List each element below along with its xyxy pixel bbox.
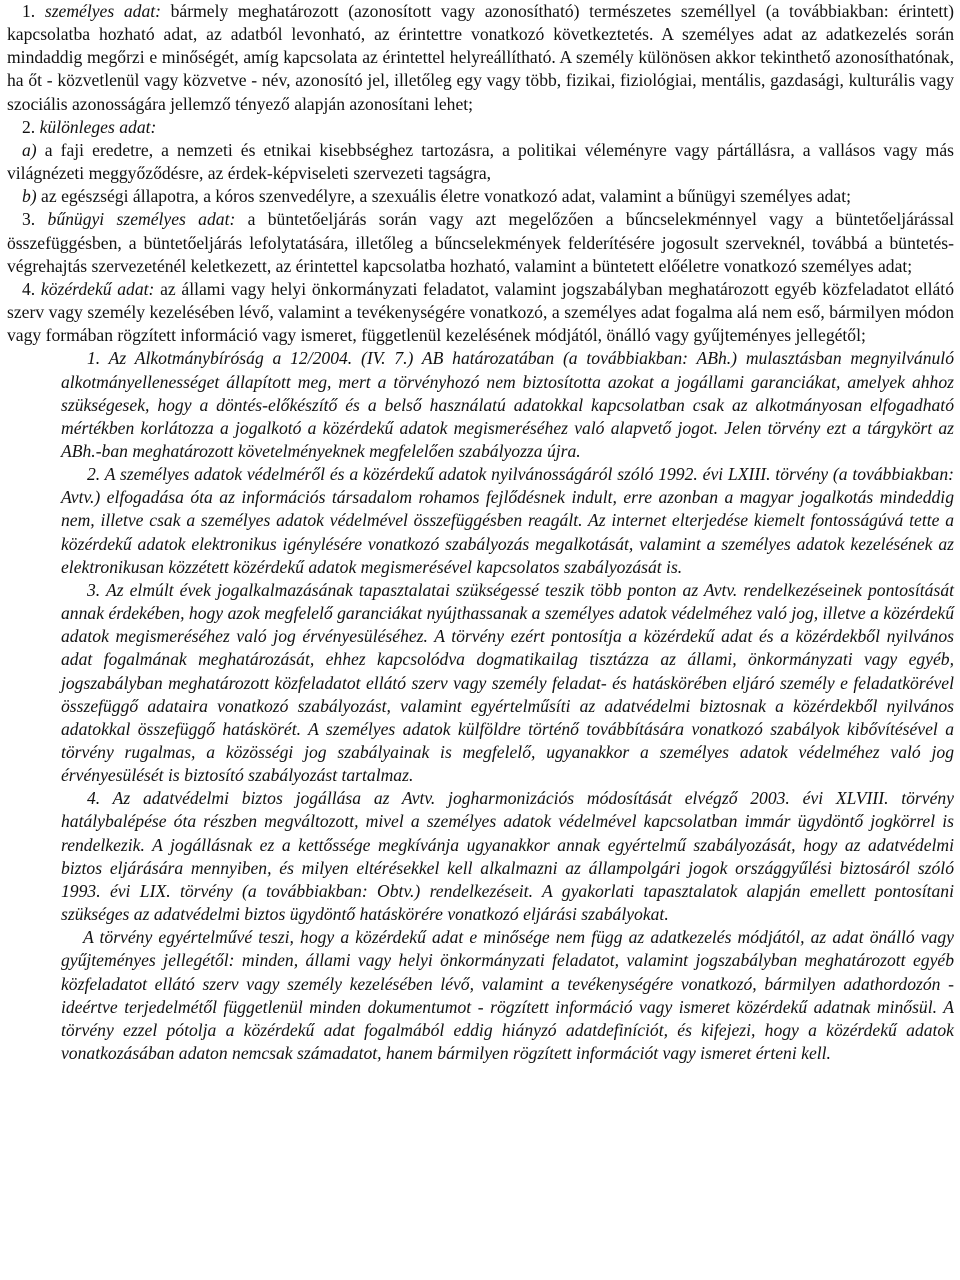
point-text: a faji eredetre, a nemzeti és etnikai kisebbséghez tartozásra, a politikai véleményre vagy pártállásra, a vallásos vagy más világnézeti meggyőződésre, az érdek-képviseleti szervezeti tagságra, — [7, 139, 954, 184]
note-paragraph: A törvény egyértelművé teszi, hogy a közérdekű adat e minősége nem függ az adatkezelés módjától, az adat önálló vagy gyűjteményes jellegétől: minden, állami vagy helyi önkormányzati feladatot, valamint jogszabályban meghatározott egyéb közfeladatot ellátó szerv vagy személy kezelésében lévő, valamint a tevékenységére vonatkozó, bármilyen adathordozón - ideértve terjedelmétől függetlenül minden dokumentumot - rögzített információ vagy ismeret közérdekű adatnak minősül. A törvény ezzel pótolja a közérdekű adat fogalmából eddig hiányzó adatdefiníciót, és kifejezi, hogy a közérdekű adatok vonatkozásában adaton nemcsak számadatot, hanem bármilyen rögzített információt vagy ismeret érteni kell. — [61, 927, 954, 1064]
definition-criminal-data — [7, 208, 954, 277]
definition-personal-data — [7, 0, 954, 116]
term-label: bűnügyi személyes adat: — [47, 209, 236, 230]
point-label: a) — [22, 139, 37, 160]
note-paragraph: 1. Az Alkotmánybíróság a 12/2004. (IV. 7.) AB határozatában (a továbbiakban: ABh.) mulasztásban megnyilvánuló alkotmányellenességet állapított meg, mert a törvényhozó nem biztosította azokat a jogállami garanciákat, amelyek ahhoz szükségesek, hogy a döntés-előkészítő és a belső használatú adatokkal kapcsolatban csak az alkotmányosan elfogadható mértékben korlátozza a jogalkotó a közérdekű adatok megismeréséhez való alapvető jogot. Jelen törvény ezt a tárgykört az ABh.-ban meghatározott követelményeknek megfelelően szabályozza újra. — [61, 348, 954, 461]
definition-text: bármely meghatározott (azonosított vagy azonosítható) természetes személlyel (a továbbiakban: érintett) kapcsolatba hozható adat, az adatból levonható, az érintettre vonatkozó következtetés. A személyes adat az adatkezelés során mindaddig megőrzi e minőségét, amíg kapcsolata az érintettel helyreállítható. A személy különösen akkor tekinthető azonosíthatónak, ha őt - közvetlenül vagy közvetve - név, azonosító jel, illetőleg egy vagy több, fizikai, fiziológiai, mentális, gazdasági, kulturális vagy szociális azonosságára jellemző tényező alapján azonosítani lehet; — [7, 1, 955, 114]
term-label: közérdekű adat: — [40, 278, 155, 299]
item-number: 3. — [22, 209, 48, 230]
justification-notes — [7, 347, 954, 1065]
definition-text: a büntetőeljárás során vagy azt megelőzően a bűncselekménnyel vagy a büntetőeljárással összefüggésben, a büntetőeljárás lefolytatására, illetőleg a bűncselekmények felderítésére jogosult szerveknél, továbbá a büntetés-végrehajtás szervezeténél keletkezett, az érintettel kapcsolatba hozható, valamint a büntetett előéletre vonatkozó személyes adat; — [7, 209, 954, 276]
definition-public-data — [7, 278, 954, 347]
definition-text: az állami vagy helyi önkormányzati feladatot, valamint jogszabályban meghatározott egyéb közfeladatot ellátó szerv vagy személy kezelésében lévő, valamint a tevékenységére vonatkozó, a személyes adat fogalma alá nem eső, bármilyen módon vagy formában rögzített információ vagy ismeret, függetlenül kezelésének módjától, önálló vagy gyűjteményes jellegétől; — [7, 278, 954, 346]
point-text: az egészségi állapotra, a kóros szenvedélyre, a szexuális életre vonatkozó adat, valamint a bűnügyi személyes adat; — [36, 186, 852, 207]
note-paragraph: 3. Az elmúlt évek jogalkalmazásának tapasztalatai szükségessé teszik több ponton az Avtv. rendelkezéseinek pontosítását annak érdekében, hogy azok megfelelő garanciákat nyújthassanak a személyes adatok védelméhez való jog, illetve a közérdekű adatok megismeréséhez való jog érvényesüléséhez. A törvény ezért pontosítja a közérdekű adat és a közérdekből nyilvános adat fogalmának meghatározását, ehhez kapcsolódva dogmatikailag tisztázza az állami, önkormányzati vagy egyéb, jogszabályban meghatározott közfeladatot ellátó szerv vagy személy feladat- és hatáskörében eljáró személy e feladatkörével összefüggő adataira vonatkozó szabályozást, valamint egyértelműsíti az adatvédelmi biztosnak a közérdekből nyilvános adatokkal összefüggő hatáskörét. A személyes adatok külföldre történő továbbítására vonatkozó szabályok kibővítésével a törvény rugalmas, a közösségi jog szabályainak is megfelelő, ugyanakkor a személyes adatok védelméhez való jog érvényesülését is biztosító szabályozást tartalmaz. — [61, 579, 954, 786]
term-label: személyes adat: — [44, 1, 161, 21]
note-paragraph: 2. A személyes adatok védelméről és a közérdekű adatok nyilvánosságáról szóló 1992. évi LXIII. törvény (a továbbiakban: Avtv.) elfogadása óta az információs társadalom rohamos fejlődésnek indult, erre azonban a magyar jogalkotás mindeddig nem, illetve csak a személyes adatok védelmével összefüggésben reagált. Az internet elterjedése kiemelt fontosságúvá tette a közérdekű adatok elektronikus igénylésére vonatkozó szabályozás megalkotását, valamint a személyes adatok kezelésének az elektronikusan közzétett közérdekű adatok megismerésével kapcsolatos szabályozását is. — [61, 464, 954, 577]
item-number: 2. — [22, 116, 40, 137]
definition-special-data — [7, 116, 954, 139]
special-data-point-b — [7, 185, 954, 208]
item-number: 1. — [22, 1, 45, 21]
point-label: b) — [22, 186, 37, 207]
note-paragraph: 4. Az adatvédelmi biztos jogállása az Avtv. jogharmonizációs módosítását elvégző 2003. évi XLVIII. törvény hatálybalépése óta részben megváltozott, mivel a személyes adatok védelmével kapcsolatban immár ügydöntő jogkörrel is rendelkezik. A jogállásnak ez a kettőssége megkívánja ugyanakkor annak egyértelmű szabályozását, hogy az adatvédelmi biztos eljárására mennyiben, és milyen eltérésekkel kell alkalmazni az állampolgári jogok országgyűlési biztosáról szóló 1993. évi LIX. törvény (a továbbiakban: Obtv.) rendelkezéseit. A gyakorlati tapasztalatok alapján emellett pontosítani szükséges az adatvédelmi biztos ügydöntő hatáskörére vonatkozó eljárási szabályokat. — [61, 788, 954, 925]
term-label: különleges adat: — [39, 116, 157, 137]
special-data-point-a — [7, 139, 954, 185]
item-number: 4. — [22, 278, 41, 299]
